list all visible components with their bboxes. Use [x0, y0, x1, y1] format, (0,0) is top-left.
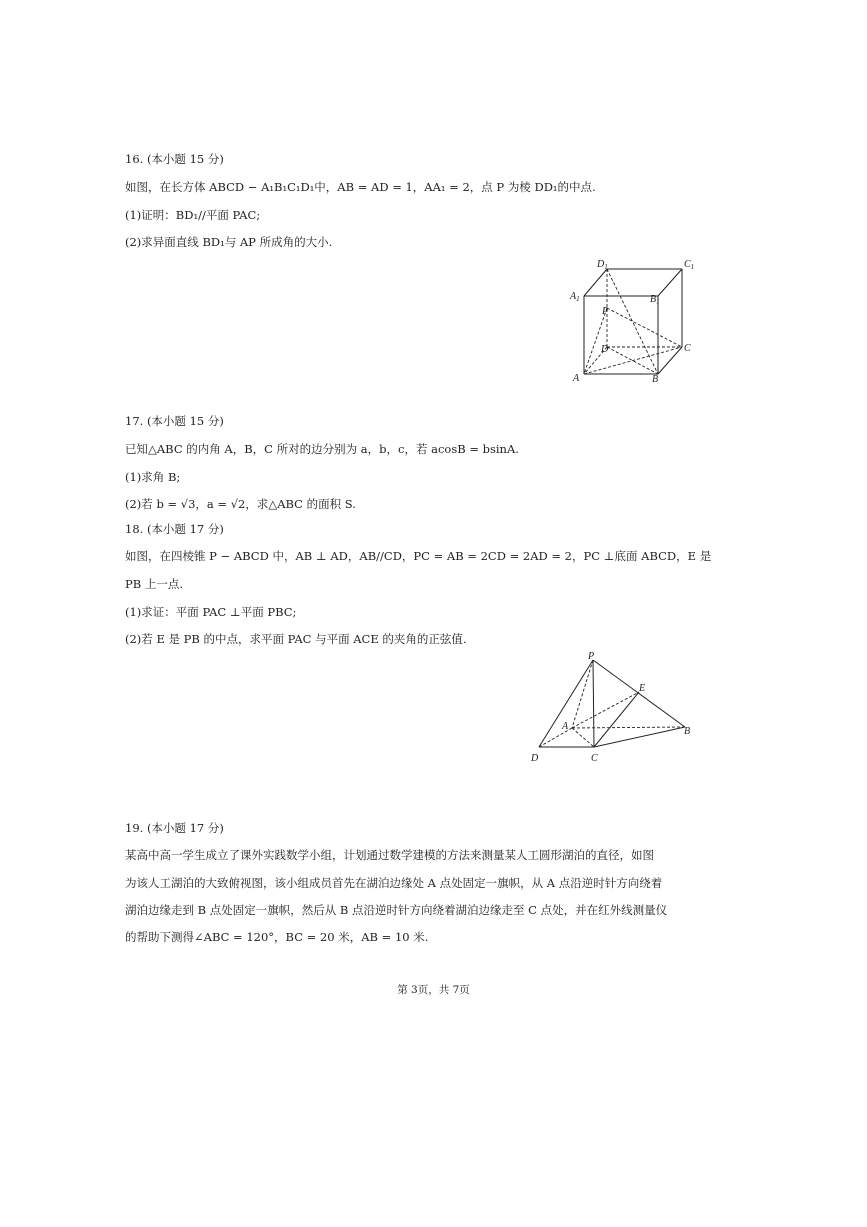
- label-b1: $B_1$: [650, 294, 660, 306]
- q19-header: 19. (本小题 17 分): [125, 821, 224, 835]
- q16-stem: 如图，在长方体 ABCD − A₁B₁C₁D₁中，AB = AD = 1，AA₁ = 2，点 P 为棱 DD₁的中点.: [125, 180, 596, 194]
- label-d: D: [601, 344, 609, 355]
- page-footer: 第 3页，共 7页: [397, 984, 470, 996]
- edge-ab-hidden: [572, 727, 685, 728]
- label-e: E: [639, 683, 646, 694]
- diag-ac: [584, 347, 682, 374]
- label-p: P: [588, 651, 595, 662]
- q17-stem: 已知△ABC 的内角 A，B，C 所对的边分别为 a，b，c，若 acosB = bsinA.: [125, 442, 519, 456]
- label-d: D: [531, 753, 539, 764]
- q18-part2: (2)若 E 是 PB 的中点，求平面 PAC 与平面 ACE 的夹角的正弦值.: [125, 632, 467, 646]
- q17-part2: (2)若 b = √3，a = √2，求△ABC 的面积 S.: [125, 497, 356, 511]
- q16-part2: (2)求异面直线 BD₁与 AP 所成角的大小.: [125, 235, 333, 249]
- q16-part1: (1)证明：BD₁//平面 PAC;: [125, 208, 261, 222]
- edge-ac-hidden: [572, 728, 594, 747]
- label-c1: $C_1$: [684, 259, 695, 271]
- edge-d1a1: [584, 269, 607, 296]
- q18-stem-line2: PB 上一点.: [125, 577, 183, 591]
- diag-bd1: [607, 269, 658, 374]
- label-b: B: [652, 374, 659, 385]
- q19-line4: 的帮助下测得∠ABC = 120°，BC = 20 米，AB = 10 米.: [125, 930, 429, 944]
- seg-ae-hidden: [572, 692, 639, 728]
- label-a1: $A_1$: [570, 291, 580, 303]
- label-b: B: [684, 726, 691, 737]
- edge-c1b1: [658, 269, 682, 296]
- q17-part1: (1)求角 B;: [125, 470, 181, 484]
- q17-header: 17. (本小题 15 分): [125, 414, 224, 428]
- seg-pa: [584, 308, 607, 374]
- q18-part1: (1)求证：平面 PAC ⊥平面 PBC;: [125, 605, 297, 619]
- q18-header: 18. (本小题 17 分): [125, 522, 224, 536]
- label-d1: $D_1$: [597, 259, 608, 271]
- edge-pc: [593, 660, 594, 747]
- edge-bc: [658, 347, 682, 374]
- edge-pd: [539, 660, 593, 747]
- label-c: C: [591, 753, 598, 764]
- q18-stem-line1: 如图，在四棱锥 P − ABCD 中，AB ⊥ AD，AB//CD，PC = AB = 2CD = 2AD = 2，PC ⊥底面 ABCD，E 是: [125, 549, 712, 563]
- pyramid-figure: [525, 650, 700, 770]
- edge-pa-hidden: [572, 660, 593, 728]
- label-a: A: [562, 721, 569, 732]
- q19-line3: 湖泊边缘走到 B 点处固定一旗帜，然后从 B 点沿逆时针方向绕着湖泊边缘走至 C 点处，并在红外线测量仪: [125, 903, 668, 917]
- q19-line2: 为该人工湖泊的大致俯视图，该小组成员首先在湖泊边缘处 A 点处固定一旗帜，从 A 点沿逆时针方向绕着: [125, 876, 663, 890]
- label-c: C: [684, 343, 691, 354]
- label-p: P: [602, 306, 609, 317]
- seg-pc: [607, 308, 682, 347]
- label-a: A: [573, 373, 580, 384]
- q16-header: 16. (本小题 15 分): [125, 152, 224, 166]
- cuboid-figure: [560, 255, 710, 390]
- q19-line1: 某高中高一学生成立了课外实践数学小组，计划通过数学建模的方法来测量某人工圆形湖泊的直径，如图: [125, 848, 654, 862]
